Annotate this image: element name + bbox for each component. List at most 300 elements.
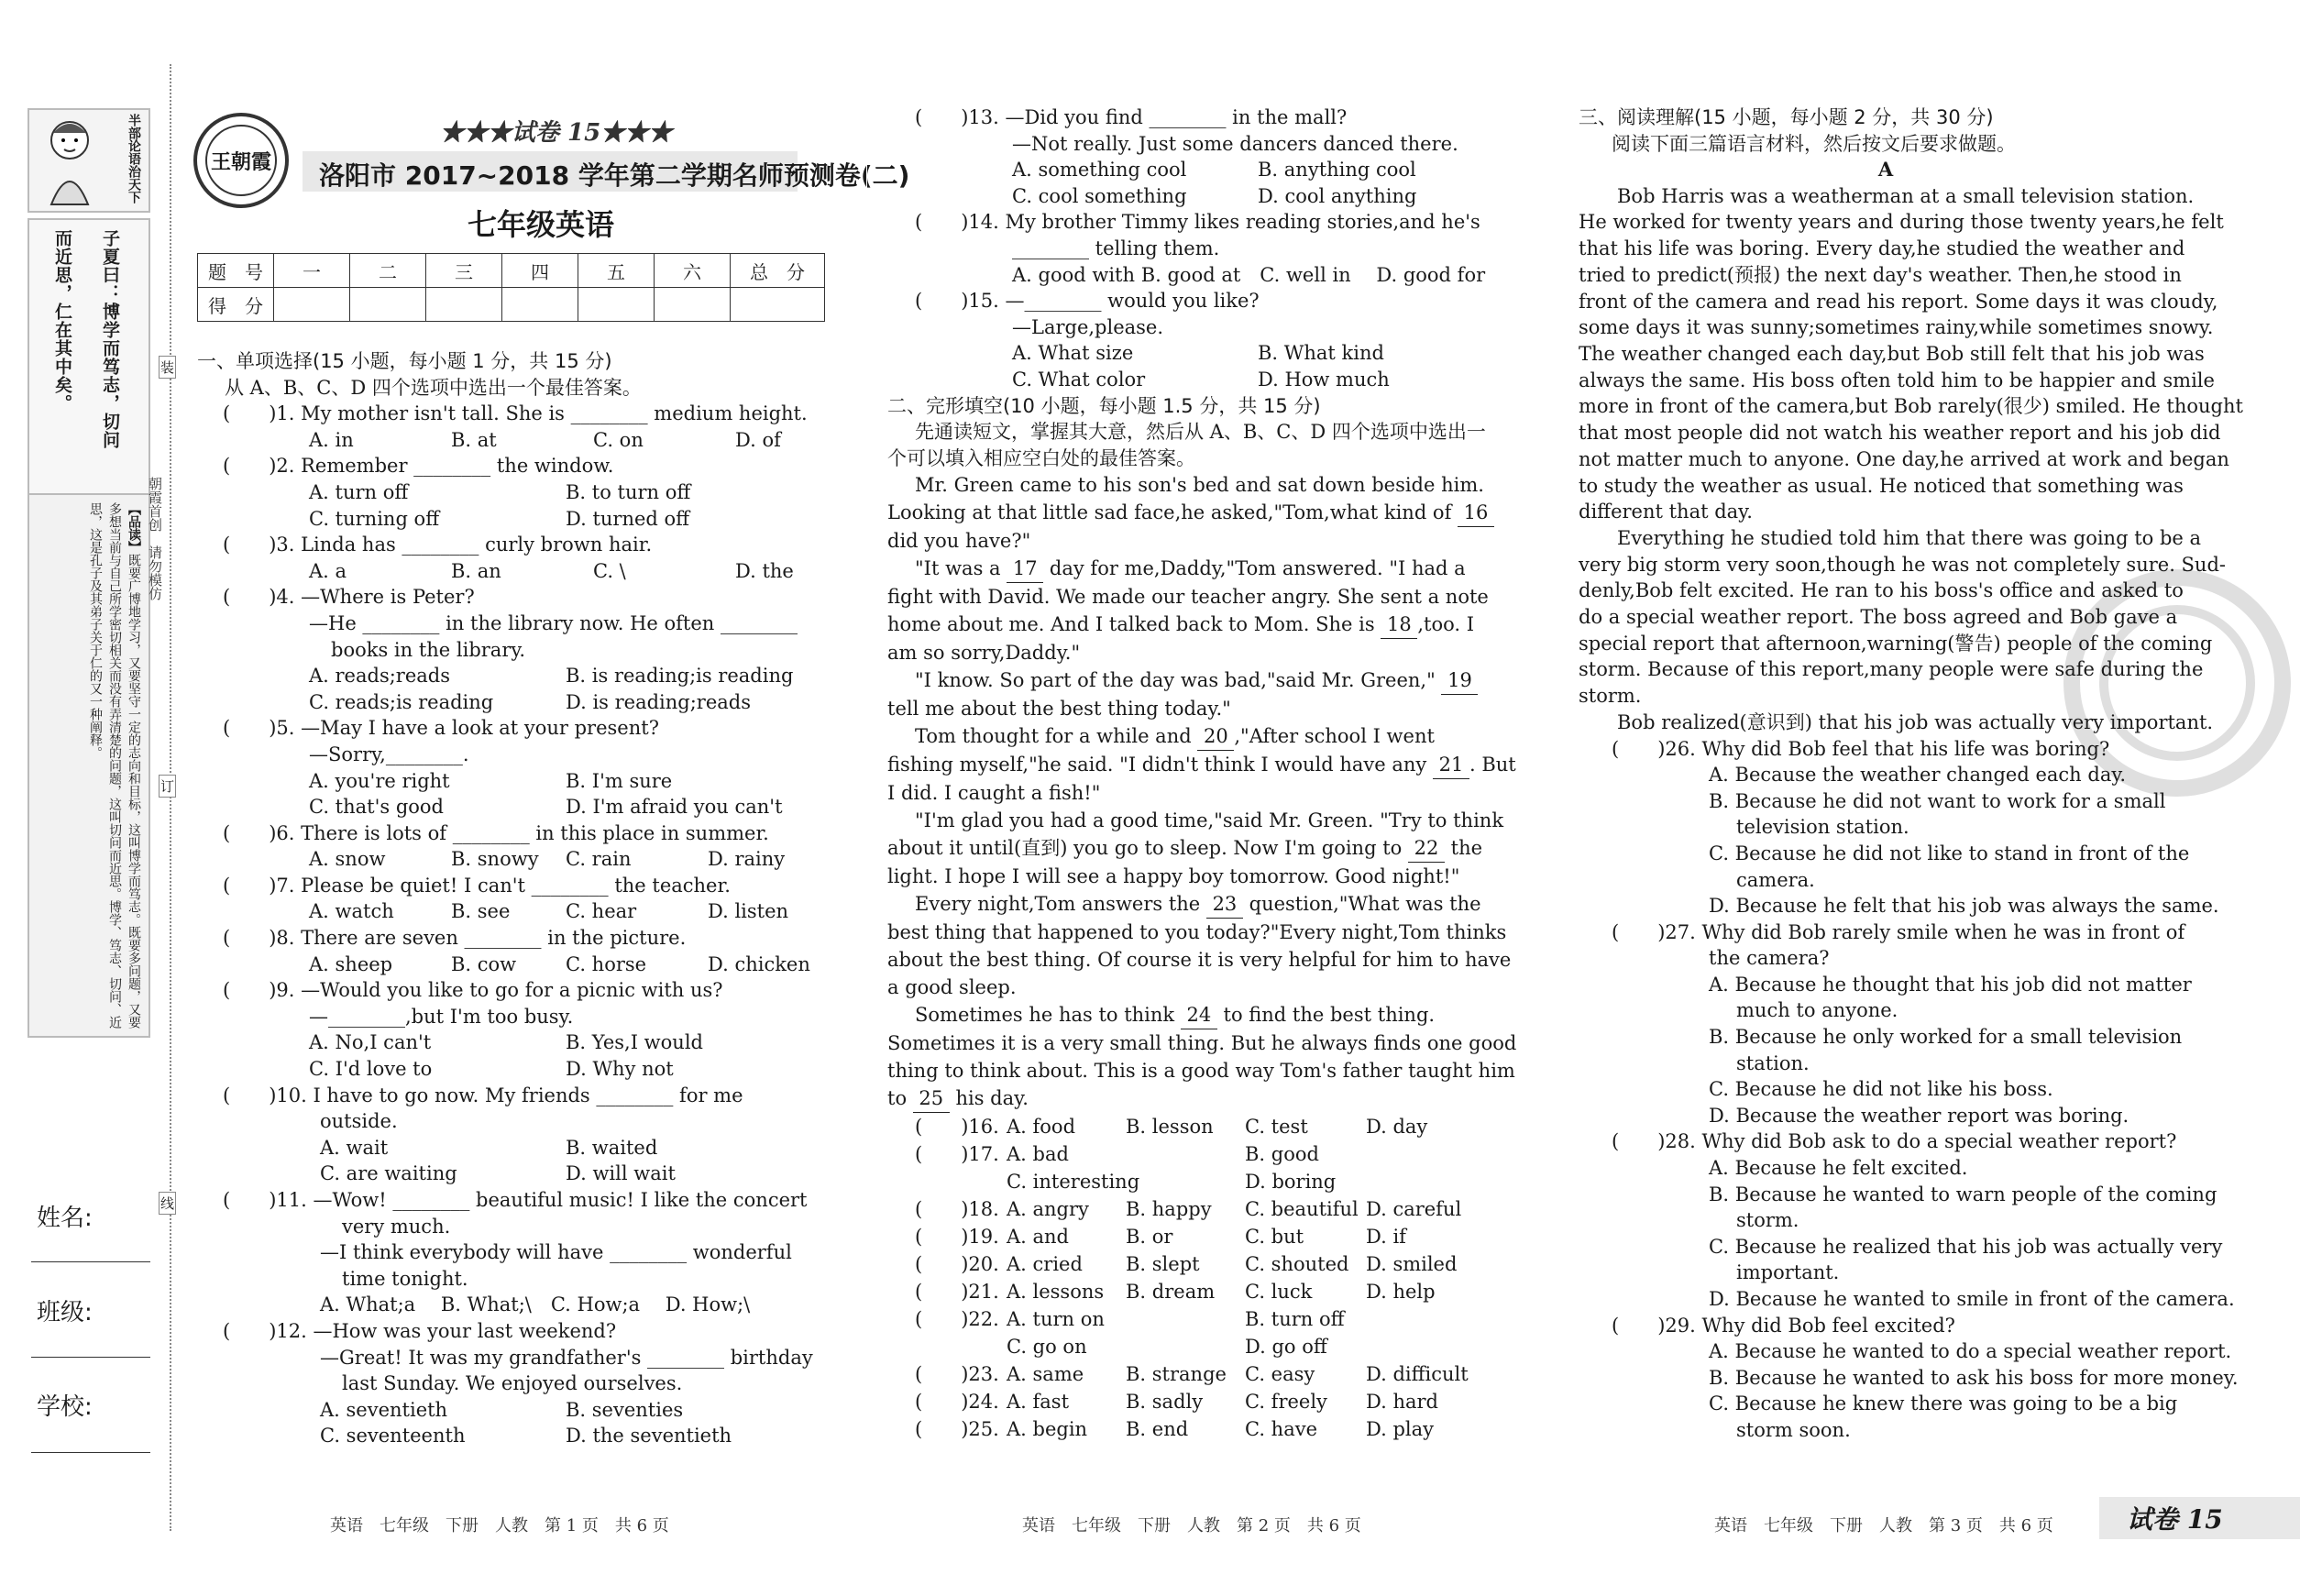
option[interactable]: B. cow (451, 952, 517, 975)
passage-line: that most people did not watch his weather report and his job did (1579, 422, 2221, 445)
blank-24[interactable]: 24 (1181, 1001, 1217, 1029)
option[interactable]: D. Why not (566, 1058, 674, 1081)
option[interactable]: A. you're right (309, 769, 450, 792)
column-3 (1579, 105, 2243, 1444)
option[interactable]: B. is reading;is reading (566, 665, 794, 688)
question-14 (887, 209, 1502, 288)
option-row[interactable]: A. What;a B. What;\ C. How;a D. How;\ (320, 1293, 751, 1316)
option[interactable]: D. turned off (566, 507, 690, 530)
option[interactable]: B. at (451, 428, 497, 451)
question-stem: ( )6. There is lots of ________ in this place in summer. (223, 821, 769, 844)
sidebar-pindu (35, 502, 143, 1029)
question-2 (197, 453, 811, 532)
cloze-option-row (887, 1195, 1502, 1223)
option[interactable]: D. How much (1258, 368, 1390, 391)
option-continued: important. (1736, 1261, 1840, 1284)
option-continued: storm soon. (1736, 1418, 1851, 1441)
option[interactable]: C. shouted (1245, 1253, 1349, 1276)
passage-a-label: A (1877, 158, 1894, 182)
score-header: 三 (426, 254, 502, 288)
sidebar-pindu-box (28, 493, 150, 1038)
option-continued: much to anyone. (1736, 999, 1898, 1022)
option[interactable]: C. Because he did not like to stand in front of the (1709, 842, 2190, 864)
cloze-option-row (887, 1168, 1502, 1195)
option[interactable]: B. an (451, 559, 501, 582)
option-continued: station. (1736, 1051, 1810, 1074)
option-row[interactable]: A. good with B. good at C. well in D. good for (1012, 263, 1486, 286)
answer-slot[interactable]: ( )16. (915, 1116, 999, 1139)
score-header: 六 (655, 254, 731, 288)
question-line: —Great! It was my grandfather's ________ birthday (320, 1346, 813, 1369)
passage-line: always the same. His boss often told him to be happier and smile (1579, 369, 2215, 391)
question-8 (197, 925, 811, 977)
option[interactable]: A. fast (1007, 1391, 1070, 1414)
option[interactable]: B. What kind (1258, 342, 1384, 365)
answer-slot[interactable]: ( )20. (915, 1253, 999, 1276)
passage-line: that his life was boring. Every day,he studied the weather and (1579, 237, 2185, 260)
cloze-option-row (887, 1140, 1502, 1168)
name-field-line[interactable] (31, 1261, 150, 1262)
passage-line: front of the camera and read his report. Some days it was cloudy, (1579, 290, 2218, 313)
question-10 (197, 1083, 811, 1187)
question-5 (197, 715, 811, 820)
answer-slot[interactable]: ( )18. (915, 1198, 999, 1221)
passage-line: Bob realized(意识到) that his job was actually very important. (1579, 710, 2214, 733)
answer-slot[interactable]: ( )22. (915, 1308, 999, 1331)
option[interactable]: D. Because he felt that his job was always the same. (1709, 895, 2219, 918)
option[interactable]: B. dream (1126, 1281, 1216, 1304)
section-1-instruction: 从 A、B、C、D 四个选项中选出一个最佳答案。 (225, 376, 642, 399)
passage-line: fight with David. We made our teacher angry. She sent a note (887, 586, 1489, 609)
binding-mark-3: 线 (159, 1192, 176, 1215)
passage-line (887, 666, 1502, 695)
score-row-label: 得 分 (198, 288, 274, 322)
reading-passage-a (1579, 183, 2243, 736)
option[interactable]: A. watch (309, 900, 394, 923)
option[interactable]: B. strange (1126, 1363, 1227, 1386)
column-2 (887, 105, 1517, 1443)
question-stem: ( )2. Remember ________ the window. (223, 455, 614, 478)
passage-text: home about me. And I talked back to Mom. She is (887, 613, 1375, 636)
option[interactable]: C. What color (1012, 368, 1146, 391)
question-line: last Sunday. We enjoyed ourselves. (342, 1372, 683, 1395)
option[interactable]: A. Because he felt excited. (1709, 1157, 1968, 1180)
option[interactable]: C. reads;is reading (309, 690, 494, 713)
question-line: —________,but I'm too busy. (309, 1005, 574, 1028)
option[interactable]: A. food (1007, 1116, 1076, 1139)
option[interactable]: B. happy (1126, 1198, 1212, 1221)
question-stem: ( )1. My mother isn't tall. She is ________ medium height. (223, 402, 808, 425)
passage-line: Bob Harris was a weatherman at a small television station. (1579, 184, 2195, 207)
option[interactable]: C. \ (593, 559, 626, 582)
question-15 (887, 288, 1502, 392)
option[interactable]: B. see (451, 900, 511, 923)
question-line: —Not really. Just some dancers danced there. (1012, 132, 1458, 155)
question-3 (197, 532, 811, 584)
score-cell[interactable] (655, 288, 731, 322)
option[interactable]: C. I'd love to (309, 1058, 433, 1081)
passage-text: ,too. I (1417, 613, 1475, 636)
cloze-option-row (887, 1305, 1502, 1333)
option[interactable]: D. day (1366, 1116, 1428, 1139)
passage-line (887, 751, 1516, 779)
passage-line: to study the weather as usual. He noticed that something was (1579, 474, 2184, 497)
pindu-label: 【品读】 (127, 502, 141, 554)
cloze-option-row (887, 1278, 1502, 1305)
question-line: books in the library. (331, 638, 526, 661)
option[interactable]: D. the seventieth (566, 1425, 732, 1447)
answer-slot[interactable]: ( )17. (915, 1143, 999, 1166)
answer-slot[interactable]: ( )23. (915, 1363, 999, 1386)
binding-mark-2: 订 (159, 775, 176, 798)
question-stem: ( )4. —Where is Peter? (223, 586, 475, 609)
question-12 (197, 1318, 811, 1449)
score-table (197, 253, 825, 322)
option[interactable]: C. but (1245, 1226, 1304, 1249)
sidebar-motto: 半部论语治天下 (127, 114, 141, 204)
option[interactable]: B. sadly (1126, 1391, 1204, 1414)
option[interactable]: D. is reading;reads (566, 690, 752, 713)
option[interactable]: D. hard (1366, 1391, 1438, 1414)
option[interactable]: A. reads;reads (309, 665, 451, 688)
score-cell[interactable] (502, 288, 578, 322)
passage-text: Looking at that little sad face,he asked,"Tom,what kind of (887, 501, 1452, 524)
option[interactable]: D. will wait (566, 1162, 676, 1185)
question-line: time tonight. (342, 1267, 468, 1290)
option[interactable]: B. turn off (1245, 1308, 1345, 1331)
question-stem: ( )13. —Did you find ________ in the mall? (915, 106, 1348, 128)
score-cell[interactable] (578, 288, 655, 322)
score-cell[interactable] (426, 288, 502, 322)
passage-line (887, 611, 1502, 639)
passage-line: some days it was sunny;sometimes rainy,while sometimes snowy. (1579, 316, 2214, 339)
option[interactable]: D. smiled (1366, 1253, 1458, 1276)
option[interactable]: B. or (1126, 1226, 1173, 1249)
option[interactable]: A. turn on (1007, 1308, 1105, 1331)
question-13 (887, 105, 1502, 209)
logo-text: 王朝霞 (210, 150, 271, 174)
option[interactable]: C. hear (566, 900, 637, 923)
option[interactable]: A. wait (320, 1136, 389, 1159)
page-footer-2: 英语 七年级 下册 人教 第 2 页 共 6 页 (1022, 1516, 1361, 1535)
option[interactable]: D. of (735, 428, 781, 451)
blank-22[interactable]: 22 (1408, 834, 1445, 863)
option[interactable]: B. good (1245, 1143, 1319, 1166)
answer-slot (915, 1168, 1007, 1195)
option[interactable]: A. Because he wanted to do a special weather report. (1709, 1340, 2232, 1363)
option[interactable]: C. Because he did not like his boss. (1709, 1078, 2053, 1101)
section-3-title: 三、阅读理解(15 小题，每小题 2 分，共 30 分) (1579, 106, 1994, 128)
cloze-option-row (887, 1415, 1502, 1443)
option[interactable]: A. in (309, 428, 354, 451)
cloze-option-row (887, 1360, 1502, 1388)
passage-text: question,"What was the (1249, 893, 1481, 916)
blank-23[interactable]: 23 (1206, 890, 1243, 919)
option[interactable]: D. cool anything (1258, 184, 1417, 207)
option[interactable]: B. end (1126, 1418, 1189, 1441)
option[interactable]: A. cried (1007, 1253, 1083, 1276)
cloze-option-row (887, 1113, 1502, 1140)
option[interactable]: C. Because he realized that his job was actually very (1709, 1235, 2223, 1258)
passage-text: about it until(直到) you go to sleep. Now I'm going to (887, 837, 1403, 860)
option[interactable]: B. Because he did not want to work for a small (1709, 789, 2166, 812)
option[interactable]: D. Because he wanted to smile in front of the camera. (1709, 1288, 2235, 1311)
passage-text: "I know. So part of the day was bad,"said Mr. Green," (915, 669, 1436, 692)
score-header: 五 (578, 254, 655, 288)
exam-badge: 试卷 15 (2127, 1504, 2223, 1535)
option[interactable]: C. freely (1245, 1391, 1327, 1414)
blank-20[interactable]: 20 (1197, 722, 1234, 751)
blank-17[interactable]: 17 (1007, 555, 1043, 583)
option[interactable]: C. go on (1007, 1336, 1087, 1359)
sidebar-motto-box (28, 108, 150, 213)
blank-18[interactable]: 18 (1381, 611, 1417, 639)
answer-slot[interactable]: ( )25. (915, 1418, 999, 1441)
sidebar-quote-line2: 而近思，仁在其中矣。 (52, 229, 72, 413)
answer-slot[interactable]: ( )19. (915, 1226, 999, 1249)
passage-text: day for me,Daddy,"Tom answered. "I had a (1049, 557, 1466, 580)
option[interactable]: D. help (1366, 1281, 1436, 1304)
question-stem: ( )5. —May I have a look at your present? (223, 717, 659, 740)
option[interactable]: B. Because he wanted to warn people of the coming (1709, 1183, 2217, 1205)
passage-line: very big storm very soon,though he was not completely sure. Sud- (1579, 553, 2226, 576)
option[interactable]: D. boring (1245, 1171, 1337, 1194)
binding-mark-1: 装 (159, 356, 176, 379)
option[interactable]: A. something cool (1012, 159, 1187, 182)
sidebar (28, 108, 156, 1538)
option[interactable]: C. cool something (1012, 184, 1187, 207)
passage-line (887, 499, 1502, 527)
option[interactable]: D. play (1366, 1418, 1434, 1441)
passage-line (887, 1001, 1502, 1029)
option[interactable]: A. same (1007, 1363, 1084, 1386)
option[interactable]: B. seventies (566, 1398, 684, 1421)
question-stem: ( )7. Please be quiet! I can't ________ the teacher. (223, 874, 731, 897)
option[interactable]: C. seventeenth (320, 1425, 466, 1447)
score-header: 二 (350, 254, 426, 288)
question-stem: ( )28. Why did Bob ask to do a special weather report? (1612, 1130, 2177, 1153)
option[interactable]: A. snow (309, 848, 386, 871)
option[interactable]: A. sheep (309, 952, 393, 975)
option[interactable]: A. and (1007, 1226, 1070, 1249)
passage-line: different that day. (1579, 501, 1753, 523)
option-continued: camera. (1736, 868, 1815, 891)
option[interactable]: A. No,I can't (309, 1031, 432, 1054)
option[interactable]: C. luck (1245, 1281, 1313, 1304)
option[interactable]: D. go off (1245, 1336, 1327, 1359)
question-stem: ( )26. Why did Bob feel that his life was boring? (1612, 737, 2110, 760)
passage-line: I did. I caught a fish!" (887, 782, 1101, 805)
cloze-passage (887, 471, 1517, 1113)
option[interactable]: A. lessons (1007, 1281, 1105, 1304)
option[interactable]: C. turning off (309, 507, 440, 530)
question-28 (1579, 1128, 2235, 1312)
passage-line: do a special weather report. The boss agreed and Bob gave a (1579, 606, 2178, 629)
option[interactable]: B. slept (1126, 1253, 1200, 1276)
passage-line: He worked for twenty years and during those twenty years,he felt (1579, 211, 2224, 234)
copy-note: 朝霞首创 请勿模仿 (147, 477, 163, 600)
passage-line: tried to predict(预报) the next day's weather. Then,he stood in (1579, 263, 2182, 286)
passage-line (887, 890, 1502, 919)
passage-line: special report that afternoon,warning(警告) people of the coming (1579, 632, 2213, 655)
cloze-option-row (887, 1250, 1502, 1278)
passage-line: "I'm glad you had a good time,"said Mr. Green. "Try to think (915, 809, 1504, 832)
option[interactable]: B. I'm sure (566, 769, 673, 792)
section-1-title: 一、单项选择(15 小题，每小题 1 分，共 15 分) (197, 350, 612, 372)
option[interactable]: D. Because the weather report was boring. (1709, 1104, 2129, 1127)
option[interactable]: B. Because he wanted to ask his boss for more money. (1709, 1366, 2239, 1389)
question-6 (197, 820, 811, 873)
passage-text: to find the best thing. (1223, 1004, 1436, 1027)
passage-line: storm. (1579, 685, 1642, 708)
confucius-cartoon-icon (33, 113, 106, 208)
option[interactable]: D. I'm afraid you can't (566, 796, 783, 819)
class-field-line[interactable] (31, 1357, 150, 1358)
passage-text: ,"After school I went (1234, 725, 1435, 748)
option[interactable]: D. listen (708, 900, 789, 923)
passage-line: am so sorry,Daddy." (887, 642, 1081, 665)
passage-text: "It was a (915, 557, 1001, 580)
option[interactable]: D. the (735, 559, 794, 582)
option[interactable]: B. to turn off (566, 480, 691, 503)
option[interactable]: A. bad (1007, 1143, 1069, 1166)
option[interactable]: C. have (1245, 1418, 1318, 1441)
option[interactable]: C. rain (566, 848, 632, 871)
score-header: 题 号 (198, 254, 274, 288)
passage-line: Sometimes it is a very small thing. But he always finds one good (887, 1032, 1517, 1055)
question-line: —Large,please. (1012, 315, 1164, 338)
blank-25[interactable]: 25 (913, 1084, 950, 1113)
passage-line: Mr. Green came to his son's bed and sat down beside him. (915, 474, 1484, 497)
passage-text: Sometimes he has to think (915, 1004, 1175, 1027)
option[interactable]: A. angry (1007, 1198, 1089, 1221)
option[interactable]: A. begin (1007, 1418, 1088, 1441)
passage-text: Every night,Tom answers the (915, 893, 1201, 916)
question-line: —I think everybody will have ________ wonderful (320, 1241, 792, 1264)
option[interactable]: B. lesson (1126, 1116, 1214, 1139)
question-4 (197, 584, 811, 715)
option[interactable]: D. if (1366, 1226, 1406, 1249)
option[interactable]: A. seventieth (320, 1398, 448, 1421)
option[interactable]: D. careful (1366, 1198, 1462, 1221)
score-cell[interactable] (731, 288, 825, 322)
score-header: 总 分 (731, 254, 825, 288)
passage-line: a good sleep. (887, 976, 1017, 999)
page-footer-1: 英语 七年级 下册 人教 第 1 页 共 6 页 (330, 1516, 669, 1535)
class-field-label: 班级: (37, 1299, 93, 1326)
answer-slot[interactable]: ( )21. (915, 1281, 999, 1304)
passage-line: thing to think about. This is a good way Tom's father taught him (887, 1060, 1515, 1083)
option[interactable]: C. interesting (1007, 1171, 1140, 1194)
section-2-instruction-1: 先通读短文，掌握其大意，然后从 A、B、C、D 四个选项中选出一 (915, 421, 1486, 444)
answer-slot[interactable]: ( )24. (915, 1391, 999, 1414)
option-continued: storm. (1736, 1209, 1799, 1232)
blank-19[interactable]: 19 (1441, 666, 1478, 695)
passage-line: Everything he studied told him that there was going to be a (1579, 526, 2202, 549)
question-line: very much. (342, 1215, 451, 1238)
passage-text: . But (1469, 754, 1516, 776)
school-field-line[interactable] (31, 1452, 150, 1453)
option[interactable]: A. What size (1012, 342, 1134, 365)
option[interactable]: C. are waiting (320, 1162, 457, 1185)
passage-text: Tom thought for a while and (915, 725, 1192, 748)
column-1 (197, 348, 811, 1449)
option[interactable]: B. Yes,I would (566, 1031, 703, 1054)
pindu-text: 既要广博地学习，又要坚守一定的志向和目标，这叫博学而笃志。既要多问题，又要多想当前与自己所学密切相关而没有弄清楚的问题，这叫切问而近思。博学、笃志、切问、近思，这是孔子及其弟子关于仁的又一种阐释。 (88, 502, 141, 1029)
passage-line: did you have?" (887, 530, 1031, 553)
option[interactable]: C. horse (566, 952, 647, 975)
score-cell[interactable] (350, 288, 426, 322)
option[interactable]: B. anything cool (1258, 159, 1416, 182)
option[interactable]: D. difficult (1366, 1363, 1469, 1386)
option[interactable]: C. easy (1245, 1363, 1315, 1386)
column-divider (866, 101, 867, 1513)
option[interactable]: C. on (593, 428, 644, 451)
cloze-option-row (887, 1223, 1502, 1250)
option[interactable]: A. Because he thought that his job did not matter (1709, 973, 2192, 996)
exam-subtitle: 七年级英语 (468, 207, 615, 242)
passage-line: not matter much to anyone. One day,he arrived at work and began (1579, 447, 2229, 470)
option[interactable]: A. Because the weather changed each day. (1709, 764, 2127, 787)
question-line: outside. (320, 1110, 398, 1133)
question-stem-continued: the camera? (1709, 947, 1830, 970)
question-line: ________ telling them. (1012, 237, 1220, 259)
score-header: 四 (502, 254, 578, 288)
option[interactable]: A. a (309, 559, 347, 582)
blank-16[interactable]: 16 (1458, 499, 1494, 527)
section-2-title: 二、完形填空(10 小题，每小题 1.5 分，共 15 分) (887, 394, 1321, 417)
passage-text: the (1450, 837, 1483, 860)
question-stem: ( )11. —Wow! ________ beautiful music! I like the concert (223, 1189, 808, 1211)
option[interactable]: B. snowy (451, 848, 539, 871)
exam-label: ★★★试卷 15★★★ (440, 119, 673, 147)
question-stem: ( )3. Linda has ________ curly brown hair. (223, 534, 653, 556)
passage-line: light. I hope I will see a happy boy tomorrow. Good night!" (887, 865, 1460, 888)
score-cell[interactable] (274, 288, 350, 322)
blank-21[interactable]: 21 (1433, 751, 1469, 779)
question-9 (197, 977, 811, 1082)
option[interactable]: D. chicken (708, 952, 810, 975)
page-footer-3: 英语 七年级 下册 人教 第 3 页 共 6 页 (1714, 1516, 2053, 1535)
option[interactable]: B. Because he only worked for a small television (1709, 1026, 2183, 1049)
sidebar-quote-line1: 子夏曰：博学而笃志，切问 (100, 229, 120, 449)
question-line: —Sorry,________. (309, 743, 469, 765)
passage-text: his day. (955, 1087, 1029, 1110)
option[interactable]: C. that's good (309, 796, 444, 819)
option[interactable]: D. rainy (708, 848, 786, 871)
binding-dotted-line (170, 64, 171, 1531)
option[interactable]: A. turn off (309, 480, 409, 503)
section-2-instruction-2: 个可以填入相应空白处的最佳答案。 (887, 446, 1195, 469)
option[interactable]: B. waited (566, 1136, 658, 1159)
option[interactable]: C. Because he knew there was going to be a big (1709, 1392, 2178, 1415)
passage-line: tell me about the best thing today." (887, 698, 1231, 721)
passage-line (887, 722, 1502, 751)
option[interactable]: C. beautiful (1245, 1198, 1359, 1221)
answer-slot (915, 1333, 1007, 1360)
question-26 (1579, 736, 2219, 919)
passage-line (887, 555, 1502, 583)
question-stem: ( )8. There are seven ________ in the picture. (223, 927, 687, 950)
passage-text: to (887, 1087, 908, 1110)
name-field-label: 姓名: (37, 1205, 93, 1232)
option[interactable]: C. test (1245, 1116, 1308, 1139)
passage-line: The weather changed each day,but Bob still felt that his job was (1579, 343, 2205, 365)
question-line: —He ________ in the library now. He often ________ (309, 611, 798, 634)
passage-text: fishing myself,"he said. "I didn't think I would have any (887, 754, 1427, 776)
question-7 (197, 873, 811, 925)
option[interactable] (1126, 1140, 1245, 1168)
